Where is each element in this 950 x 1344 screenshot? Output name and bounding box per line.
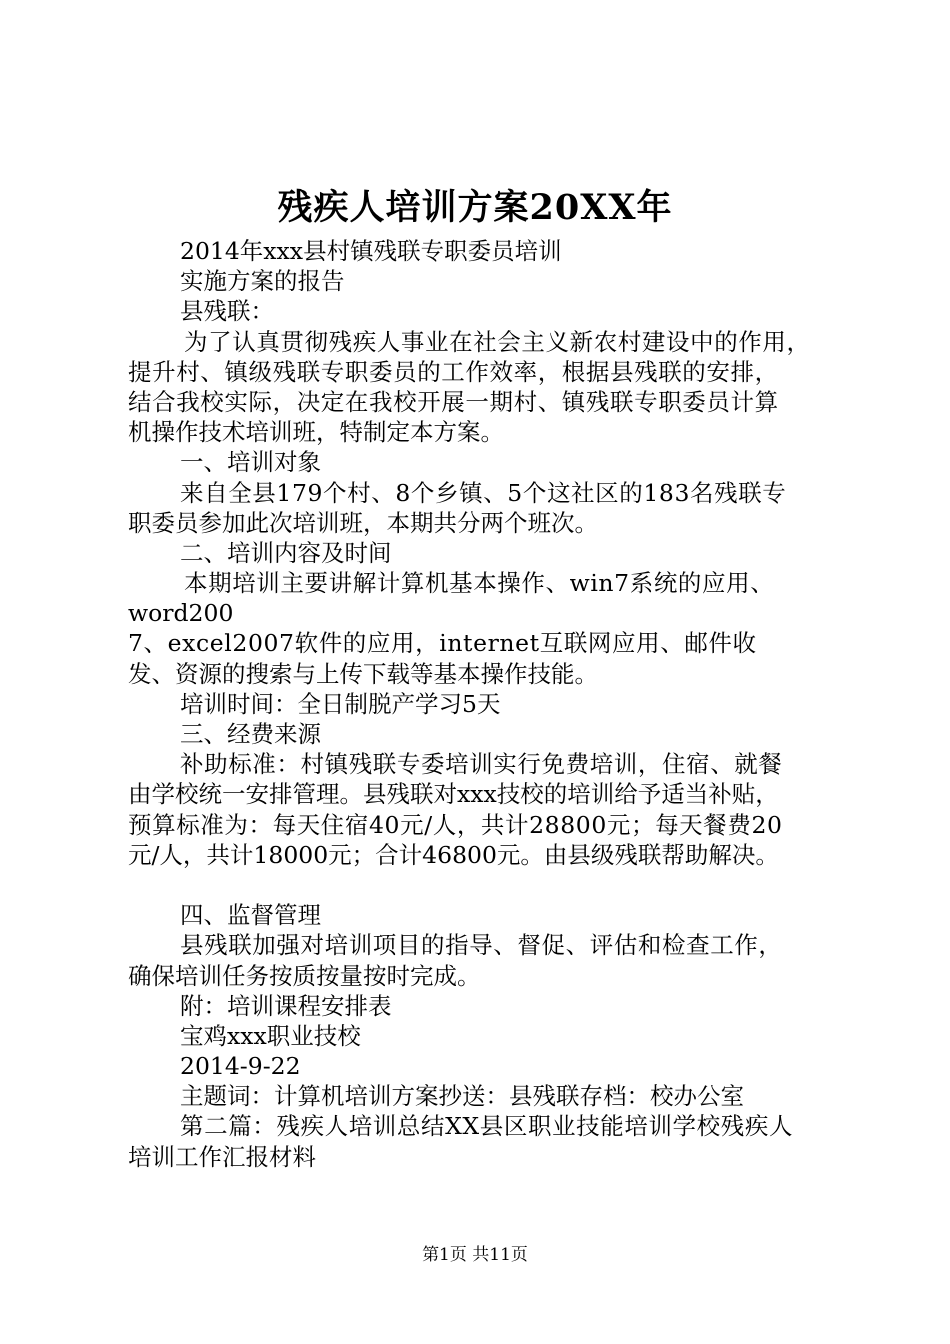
paragraph-line: 元/人，共计18000元；合计46800元。由县级残联帮助解决。 [128,840,779,869]
paragraph-line: 来自全县179个村、8个乡镇、5个这社区的183名残联专 [180,478,787,507]
paragraph-line: 主题词：计算机培训方案抄送：县残联存档：校办公室 [180,1082,744,1111]
paragraph-line: 培训时间：全日制脱产学习5天 [180,689,501,718]
paragraph-line: word200 [128,599,234,628]
paragraph-line: 发、资源的搜索与上传下载等基本操作技能。 [128,659,598,688]
section-heading: 四、监督管理 [180,901,321,930]
paragraph-line: 县残联加强对培训项目的指导、督促、评估和检查工作， [180,931,783,960]
paragraph-line: 实施方案的报告 [180,267,345,296]
paragraph-line: 由学校统一安排管理。县残联对xxx技校的培训给予适当补贴， [128,780,779,809]
paragraph-line: 本期培训主要讲解计算机基本操作、win7系统的应用、 [184,569,775,598]
paragraph-line: 职委员参加此次培训班，本期共分两个班次。 [128,508,598,537]
section-heading: 三、经费来源 [180,720,321,748]
paragraph-line: 7、excel2007软件的应用，internet互联网应用、邮件收 [128,629,757,658]
paragraph-line: 结合我校实际，决定在我校开展一期村、镇残联专职委员计算 [128,387,779,416]
document-title: 残疾人培训方案20XX年 [277,187,673,228]
paragraph-line: 培训工作汇报材料 [128,1142,316,1171]
page-footer: 第1页 共11页 [422,1245,528,1265]
blank-line [128,870,840,900]
paragraph-line: 为了认真贯彻残疾人事业在社会主义新农村建设中的作用， [184,327,811,356]
paragraph-line: 提升村、镇级残联专职委员的工作效率，根据县残联的安排， [128,357,779,386]
section-heading: 二、培训内容及时间 [180,538,392,567]
paragraph-line: 预算标准为：每天住宿40元/人，共计28800元；每天餐费20 [128,810,783,839]
paragraph-line: 确保培训任务按质按量按时完成。 [128,961,481,990]
paragraph-line: 第二篇：残疾人培训总结XX县区职业技能培训学校残疾人 [180,1112,794,1141]
paragraph-line: 附：培训课程安排表 [180,991,392,1020]
paragraph-line: 2014年xxx县村镇残联专职委员培训 [180,237,562,265]
section-heading: 一、培训对象 [180,448,321,477]
date-line: 2014-9-22 [180,1052,301,1081]
paragraph-line: 宝鸡xxx职业技校 [180,1021,361,1050]
paragraph-line: 县残联： [180,297,274,326]
document-body [128,236,840,1172]
paragraph-line: 补助标准：村镇残联专委培训实行免费培训，住宿、就餐 [180,750,783,779]
paragraph-line: 机操作技术培训班，特制定本方案。 [128,418,504,447]
